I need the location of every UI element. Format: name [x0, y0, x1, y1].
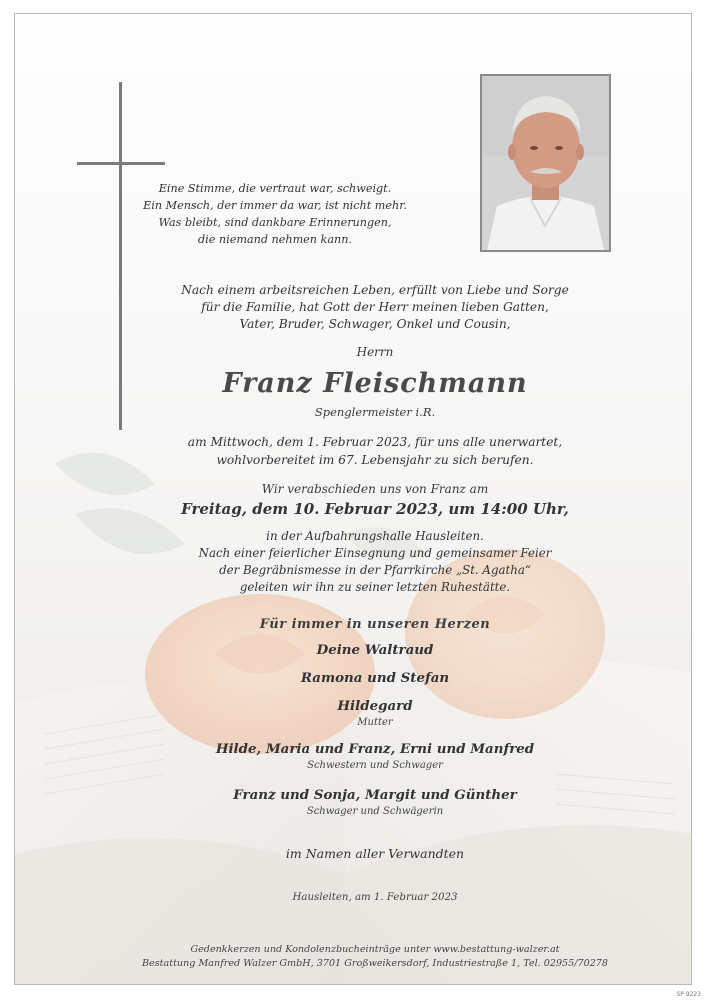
mourner-name: Ramona und Stefan: [300, 670, 450, 686]
footer-line: Bestattung Manfred Walzer GmbH, 3701 Großweikersdorf, Industriestraße 1, Tel. 02955/70278: [141, 958, 609, 969]
service-details: [125, 528, 625, 596]
obituary-sheet: [14, 13, 692, 985]
footer-line: Gedenkkerzen und Kondolenzbucheinträge unter www.bestattung-walzer.at: [190, 944, 560, 955]
document-code: SP 9223: [676, 991, 701, 998]
salutation: Herrn: [356, 345, 394, 359]
funeral-date: Freitag, dem 10. Februar 2023, um 14:00 Uhr,: [181, 500, 569, 518]
poem-line: Ein Mensch, der immer da war, ist nicht mehr.: [143, 199, 407, 212]
death-notice: [135, 433, 615, 469]
cross-vertical-bar: [119, 82, 122, 430]
farewell-intro: Wir verabschieden uns von Franz am: [261, 482, 489, 496]
service-line: der Begräbnismesse in der Pfarrkirche „St. Agatha“: [219, 563, 531, 577]
intro-line: für die Familie, hat Gott der Herr meinen lieben Gatten,: [201, 300, 549, 314]
mourner-relation: Schwager und Schwägerin: [306, 806, 444, 817]
all-relatives: im Namen aller Verwandten: [285, 846, 465, 861]
mourner-relation: Mutter: [357, 717, 393, 728]
service-line: geleiten wir ihn zu seiner letzten Ruhestätte.: [239, 580, 511, 594]
intro-line: Nach einem arbeitsreichen Leben, erfüllt von Liebe und Sorge: [181, 283, 569, 297]
intro-line: Vater, Bruder, Schwager, Onkel und Cousin,: [239, 317, 511, 331]
intro-paragraph: [125, 282, 625, 333]
death-line: wohlvorbereitet im 67. Lebensjahr zu sich berufen.: [216, 453, 534, 467]
occupation: Spenglermeister i.R.: [314, 405, 436, 419]
poem-line: Was bleibt, sind dankbare Erinnerungen,: [158, 216, 392, 229]
mourner-name: Hildegard: [337, 698, 413, 714]
service-line: in der Aufbahrungshalle Hausleiten.: [266, 529, 484, 543]
poem-line: Eine Stimme, die vertraut war, schweigt.: [158, 182, 392, 195]
cross-horizontal-bar: [77, 162, 165, 165]
poem: [107, 180, 443, 248]
death-line: am Mittwoch, dem 1. Februar 2023, für uns alle unerwartet,: [187, 435, 563, 449]
service-line: Nach einer feierlicher Einsegnung und gemeinsamer Feier: [198, 546, 552, 560]
mourner-name: Deine Waltraud: [316, 642, 434, 658]
forever-in-hearts: Für immer in unseren Herzen: [259, 617, 491, 632]
mourner-name: Hilde, Maria und Franz, Erni und Manfred: [215, 741, 535, 757]
portrait-photo: [480, 74, 611, 252]
deceased-name: Franz Fleischmann: [222, 368, 528, 399]
poem-line: die niemand nehmen kann.: [198, 233, 352, 246]
mourner-relation: Schwestern und Schwager: [307, 760, 443, 771]
mourner-name: Franz und Sonja, Margit und Günther: [233, 787, 517, 803]
place-and-date: Hausleiten, am 1. Februar 2023: [292, 892, 458, 903]
